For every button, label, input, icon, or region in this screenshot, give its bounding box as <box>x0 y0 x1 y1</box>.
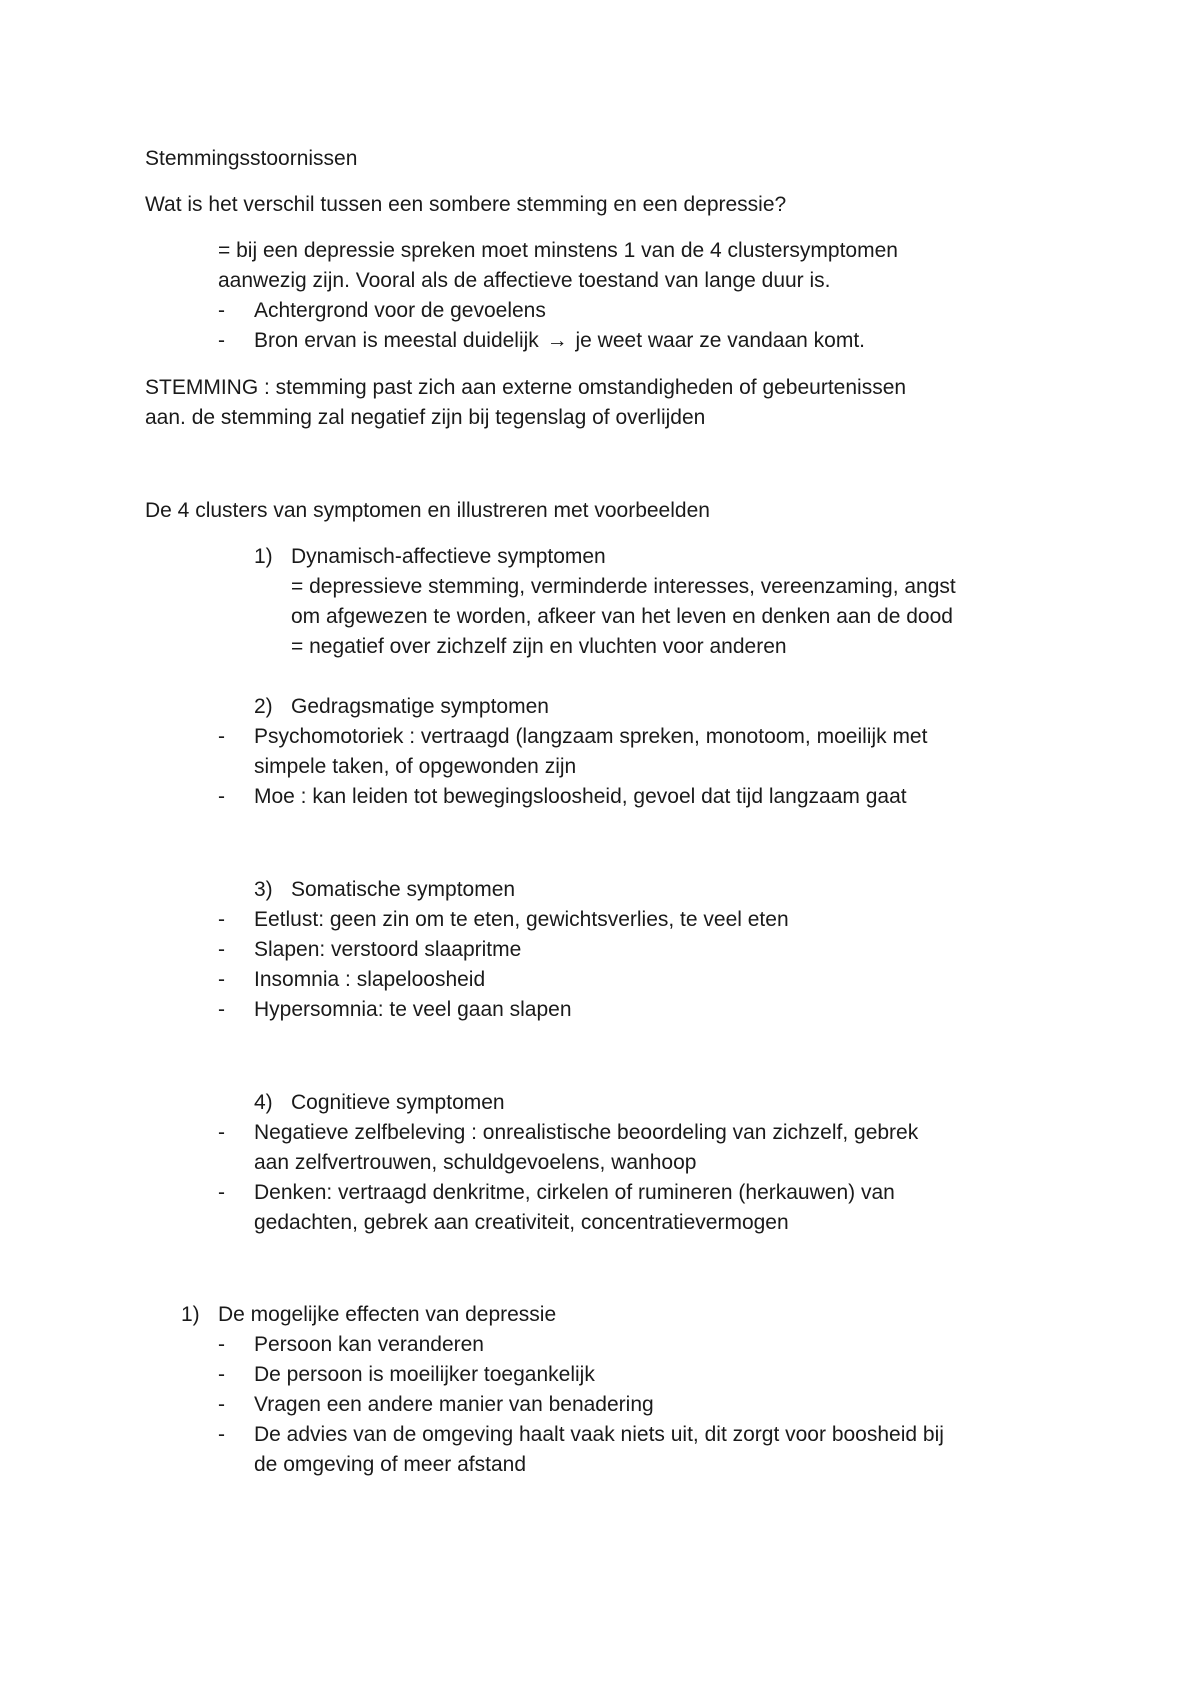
cluster-line: = depressieve stemming, verminderde interesses, vereenzaming, angst <box>291 575 956 598</box>
bullet-dash: - <box>218 968 225 991</box>
bullet-dash: - <box>218 299 225 322</box>
cluster-title: Somatische symptomen <box>291 878 516 901</box>
bullet-dash: - <box>218 908 225 931</box>
cluster-title: Cognitieve symptomen <box>291 1091 505 1114</box>
bullet-dash: - <box>218 1121 225 1144</box>
bullet-item: simpele taken, of opgewonden zijn <box>254 755 577 778</box>
bullet-item: De persoon is moeilijker toegankelijk <box>254 1363 595 1386</box>
bullet-dash: - <box>218 998 225 1021</box>
bullet-item: De advies van de omgeving haalt vaak niets uit, dit zorgt voor boosheid bij <box>254 1423 944 1446</box>
cluster-title: Dynamisch-affectieve symptomen <box>291 545 606 568</box>
bullet-text: je weet waar ze vandaan komt. <box>575 329 865 352</box>
bullet-item: Vragen een andere manier van benadering <box>254 1393 654 1416</box>
list-number: 1) <box>254 545 273 568</box>
question-heading: Wat is het verschil tussen een sombere stemming en een depressie? <box>145 193 787 216</box>
list-number: 2) <box>254 695 273 718</box>
bullet-text: Bron ervan is meestal duidelijk <box>254 329 539 352</box>
bullet-dash: - <box>218 1181 225 1204</box>
section-heading: De 4 clusters van symptomen en illustreren met voorbeelden <box>145 499 710 522</box>
definition-line: STEMMING : stemming past zich aan externe omstandigheden of gebeurtenissen <box>145 376 907 399</box>
bullet-item: Hypersomnia: te veel gaan slapen <box>254 998 572 1021</box>
list-number: 4) <box>254 1091 273 1114</box>
bullet-item: Moe : kan leiden tot bewegingsloosheid, gevoel dat tijd langzaam gaat <box>254 785 907 808</box>
bullet-dash: - <box>218 725 225 748</box>
definition-line: aan. de stemming zal negatief zijn bij tegenslag of overlijden <box>145 406 706 429</box>
list-number: 3) <box>254 878 273 901</box>
cluster-line: = negatief over zichzelf zijn en vluchten voor anderen <box>291 635 787 658</box>
bullet-dash: - <box>218 938 225 961</box>
document-title: Stemmingsstoornissen <box>145 147 358 170</box>
answer-line: = bij een depressie spreken moet minstens 1 van de 4 clustersymptomen <box>218 239 898 262</box>
bullet-item: Psychomotoriek : vertraagd (langzaam spreken, monotoom, moeilijk met <box>254 725 928 748</box>
bullet-item: Slapen: verstoord slaapritme <box>254 938 522 961</box>
bullet-dash: - <box>218 1333 225 1356</box>
bullet-dash: - <box>218 329 225 352</box>
answer-line: aanwezig zijn. Vooral als de affectieve toestand van lange duur is. <box>218 269 831 292</box>
bullet-item <box>254 326 865 356</box>
bullet-item: Negatieve zelfbeleving : onrealistische beoordeling van zichzelf, gebrek <box>254 1121 919 1144</box>
section-title: De mogelijke effecten van depressie <box>218 1303 557 1326</box>
cluster-line: om afgewezen te worden, afkeer van het leven en denken aan de dood <box>291 605 953 628</box>
bullet-dash: - <box>218 1393 225 1416</box>
bullet-item: Insomnia : slapeloosheid <box>254 968 486 991</box>
bullet-item: aan zelfvertrouwen, schuldgevoelens, wanhoop <box>254 1151 697 1174</box>
bullet-item: Eetlust: geen zin om te eten, gewichtsverlies, te veel eten <box>254 908 789 931</box>
list-number: 1) <box>181 1303 200 1326</box>
cluster-title: Gedragsmatige symptomen <box>291 695 549 718</box>
bullet-item: Denken: vertraagd denkritme, cirkelen of rumineren (herkauwen) van <box>254 1181 895 1204</box>
bullet-item: de omgeving of meer afstand <box>254 1453 526 1476</box>
bullet-item: Persoon kan veranderen <box>254 1333 484 1356</box>
bullet-dash: - <box>218 1363 225 1386</box>
bullet-dash: - <box>218 785 225 808</box>
arrow-right-icon: → <box>546 329 568 352</box>
bullet-item: gedachten, gebrek aan creativiteit, concentratievermogen <box>254 1211 789 1234</box>
bullet-item: Achtergrond voor de gevoelens <box>254 299 546 322</box>
bullet-dash: - <box>218 1423 225 1446</box>
